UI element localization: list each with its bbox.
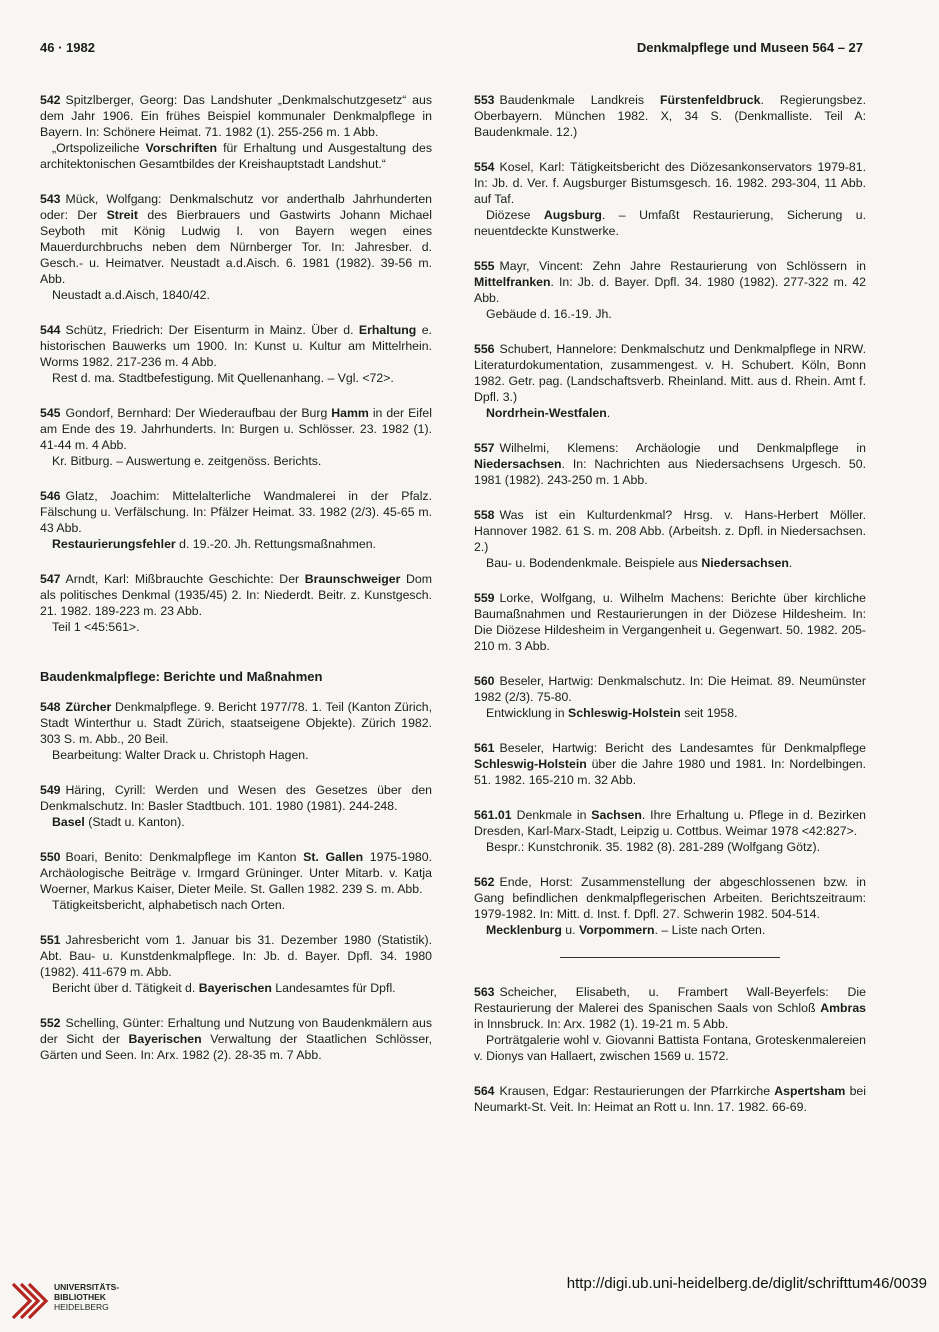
entry-number: 552 [40,1016,61,1030]
entry-citation [474,440,866,488]
text-segment: in Innsbruck. In: Arx. 1982 (1). 19-21 m. 5 Abb. [474,1017,729,1031]
entry-annotation [474,1032,866,1064]
entry-citation [474,507,866,555]
entry-annotation [474,306,866,322]
keyword: Ambras [820,1001,866,1015]
keyword: Niedersachsen [474,457,562,471]
bibliography-entry [474,341,866,421]
text-segment: Scheicher, Elisabeth, u. Frambert Wall-Beyerfels: Die Restaurierung der Malerei des Spanischen Saals von Schloß [474,985,866,1015]
text-segment: des Bierbrauers und Gastwirts Johann Michael Seyboth mit König Ludwig I. von Bayern wegen eines Mauerdurchbruchs neben dem Nürnberger Tor. In: Jahresber. d. Gesch.- u. Heimatver. Neustadt a.d.Aisch. 6. 1981 (1982). 39-56 m. Abb. [40,208,432,286]
entry-annotation [40,747,432,763]
entry-citation [40,405,432,453]
keyword: Augsburg [543,208,602,222]
bibliography-entry [474,1083,866,1115]
text-segment: für Erhaltung und Ausgestaltung des architektonischen Gesamtbildes der Kreishauptstadt Landshut.“ [40,141,432,171]
text-segment: . Regierungsbez. Oberbayern. München 1982. X, 34 S. (Denkmalliste. Teil A: Baudenkmale. 12.) [474,93,866,139]
entry-citation [474,1083,866,1115]
keyword: Erhaltung [358,323,417,337]
keyword: Vorschriften [145,141,218,155]
entry-annotation [40,287,432,303]
text-segment: Beseler, Hartwig: Denkmalschutz. In: Die Heimat. 89. Neumünster 1982 (2/3). 75-80. [474,674,866,704]
text-segment: . In: Jb. d. Bayer. Dpfl. 34. 1980 (1982). 277-322 m. 42 Abb. [474,275,866,305]
logo-line-2: BIBLIOTHEK [54,1292,106,1302]
bibliography-entry [474,440,866,488]
entry-citation [474,740,866,788]
text-segment: Dom als politisches Denkmal (1935/45) 2. In: Niederdt. Beitr. z. Kunstgesch. 21. 1982. 189-223 m. 23 Abb. [40,572,432,618]
bibliography-entry [474,874,866,938]
keyword: St. Gallen [303,850,364,864]
bibliography-entry [474,159,866,239]
entry-citation [474,590,866,654]
text-segment: Kosel, Karl: Tätigkeitsbericht des Diözesankonservators 1979-81. In: Jb. d. Ver. f. Augsburger Bistumsgesch. 16. 1982. 293-304, 11 Abb. auf Taf. [474,160,866,206]
text-segment: Glatz, Joachim: Mittelalterliche Wandmalerei in der Pfalz. Fälschung u. Verfälschung. In: Pfälzer Heimat. 33. 1982 (2/3). 45-65 m. 43 Abb. [40,489,432,535]
text-segment: Landesamtes für Dpfl. [271,981,396,995]
text-segment: „Ortspolizeiliche [52,141,146,155]
university-library-logo-icon [10,1278,50,1322]
entry-number: 559 [474,591,495,605]
keyword: Bayerischen [198,981,272,995]
bibliography-entry [40,699,432,763]
text-segment: Arndt, Karl: Mißbrauchte Geschichte: Der [65,572,305,586]
keyword: Vorpommern [578,923,655,937]
text-segment: Krausen, Edgar: Restaurierungen der Pfarrkirche [499,1084,775,1098]
entry-annotation [474,405,866,421]
text-segment: Was ist ein Kulturdenkmal? Hrsg. v. Hans-Herbert Möller. Hannover 1982. 61 S. m. 208 Abb. (Arbeitsh. z. Dpfl. in Niedersachsen. 2.) [474,508,866,554]
right-column [474,92,866,1134]
running-title: Denkmalpflege und Museen 564 – 27 [636,40,863,55]
text-segment: Verwaltung der Staatlichen Schlösser, Gärten und Seen. In: Arx. 1982 (2). 28-35 m. 7 Abb. [40,1032,432,1062]
entry-annotation [474,839,866,855]
entry-number: 554 [474,160,495,174]
text-segment: e. historischen Bauwerks um 1900. In: Kunst u. Kultur am Mittelrhein. Worms 1982. 217-236 m. 4 Abb. [40,323,432,369]
entry-annotation [40,140,432,172]
keyword: Hamm [331,406,369,420]
entry-annotation [40,453,432,469]
text-segment: Porträtgalerie wohl v. Giovanni Battista Fontana, Groteskenmalereien v. Dionys van Hallaert, zwischen 1569 u. 1572. [474,1033,866,1063]
footer [0,1270,939,1332]
text-segment: . [606,406,611,420]
entry-annotation [474,555,866,571]
text-segment: Häring, Cyrill: Werden und Wesen des Gesetzes über den Denkmalschutz. In: Basler Stadtbuch. 101. 1980 (1981). 244-248. [40,783,432,813]
text-segment: Bespr.: Kunstchronik. 35. 1982 (8). 281-289 (Wolfgang Götz). [486,840,821,854]
text-segment: Baudenkmale Landkreis [499,93,661,107]
bibliography-entry [40,488,432,552]
keyword: Aspertsham [774,1084,846,1098]
text-segment: Ende, Horst: Zusammenstellung der abgeschlossenen bzw. in Gang befindlichen denkmalpflegerischen Arbeiten. Berichtszeitraum: 1979-1982. In: Mitt. d. Inst. f. Dpfl. 27. Schwerin 1982. 504-514. [474,875,866,921]
text-segment: u. [561,923,579,937]
keyword: Sachsen [591,808,642,822]
text-segment: Schubert, Hannelore: Denkmalschutz und Denkmalpflege in NRW. Literaturdokumentation, zusammengest. v. H. Schubert. Köln, Bonn 1982. Getr. pag. (Landschaftsverb. Rheinland. Mitt. aus d. Rhein. Amt f. Dpfl. 3.) [474,342,866,404]
text-segment: d. 19.-20. Jh. Rettungsmaßnahmen. [175,537,376,551]
bibliography-entry [40,322,432,386]
text-segment: Bearbeitung: Walter Drack u. Christoph Hagen. [52,748,309,762]
entry-citation [40,488,432,536]
bibliography-entry [474,590,866,654]
entry-number: 564 [474,1084,495,1098]
entry-citation [40,849,432,897]
entry-number: 558 [474,508,495,522]
entry-number: 563 [474,985,495,999]
entry-annotation [40,619,432,635]
text-segment: Bau- u. Bodendenkmale. Beispiele aus [486,556,702,570]
text-segment: Gebäude d. 16.-19. Jh. [486,307,612,321]
entry-citation [40,1015,432,1063]
keyword: Restaurierungsfehler [52,537,176,551]
text-segment: (Stadt u. Kanton). [84,815,185,829]
text-segment: seit 1958. [680,706,738,720]
entry-number: 561.01 [474,808,512,822]
bibliography-entry [40,571,432,635]
entry-number: 550 [40,850,61,864]
keyword: Streit [106,208,138,222]
entry-number: 557 [474,441,495,455]
entry-annotation [474,922,866,938]
bibliography-entry [474,807,866,855]
text-segment: Beseler, Hartwig: Bericht des Landesamtes für Denkmalpflege [499,741,866,755]
entry-number: 551 [40,933,61,947]
bibliography-entry [40,1015,432,1063]
text-segment: . – Liste nach Orten. [654,923,766,937]
bibliography-entry [474,92,866,140]
divider [560,957,780,958]
entry-number: 553 [474,93,495,107]
text-segment: Denkmalpflege. 9. Bericht 1977/78. 1. Teil (Kanton Zürich, Stadt Winterthur u. Stadt Zürich, staatseigene Objekte). Zürich 1982. 303 S. m. Abb., 20 Beil. [40,700,432,746]
entry-citation [474,673,866,705]
text-segment: Rest d. ma. Stadtbefestigung. Mit Quellenanhang. – Vgl. <72>. [52,371,394,385]
entry-annotation [474,705,866,721]
text-segment: Tätigkeitsbericht, alphabetisch nach Orten. [52,898,286,912]
bibliography-entry [40,92,432,172]
entry-citation [474,258,866,306]
text-segment: . [788,556,793,570]
logo-line-3: HEIDELBERG [54,1302,109,1312]
bibliography-entry [40,849,432,913]
entry-citation [474,159,866,207]
keyword: Schleswig-Holstein [568,706,681,720]
entry-number: 562 [474,875,495,889]
entry-annotation [40,897,432,913]
entry-number: 555 [474,259,495,273]
text-segment: Mayr, Vincent: Zehn Jahre Restaurierung von Schlössern in [499,259,866,273]
text-segment: über die Jahre 1980 und 1981. In: Nordelbingen. 51. 1982. 165-210 m. 32 Abb. [474,757,866,787]
entry-citation [474,874,866,922]
text-segment: Jahresbericht vom 1. Januar bis 31. Dezember 1980 (Statistik). Abt. Bau- u. Kunstdenkmalpflege. In: Jb. d. Bayer. Dpfl. 34. 1980 (1982). 411-679 m. Abb. [40,933,432,979]
entry-number: 561 [474,741,495,755]
text-segment: . Ihre Erhaltung u. Pflege in d. Bezirken Dresden, Karl-Marx-Stadt, Leipzig u. Cottbus. Weimar 1978 <42:827>. [474,808,867,838]
entry-citation [474,807,866,839]
page-header [40,40,863,58]
text-segment: bei Neumarkt-St. Veit. In: Heimat an Rott u. Inn. 17. 1982. 66-69. [474,1084,867,1114]
text-segment: Bericht über d. Tätigkeit d. [52,981,199,995]
keyword: Bayerischen [128,1032,202,1046]
keyword: Fürstenfeldbruck [660,93,761,107]
entry-citation [40,932,432,980]
bibliography-entry [40,191,432,303]
entry-number: 544 [40,323,61,337]
text-segment: Boari, Benito: Denkmalpflege im Kanton [65,850,304,864]
text-segment: Neustadt a.d.Aisch, 1840/42. [52,288,210,302]
entry-number: 560 [474,674,495,688]
entry-annotation [40,814,432,830]
entry-number: 547 [40,572,61,586]
entry-citation [40,92,432,140]
entry-annotation [40,980,432,996]
entry-citation [40,191,432,287]
text-segment: Diözese [486,208,544,222]
text-segment: Spitzlberger, Georg: Das Landshuter „Denkmalschutzgesetz“ aus dem Jahr 1906. Ein frühes Beispiel kommunaler Denkmalpflege in Bayern. In: Schönere Heimat. 71. 1982 (1). 255-256 m. 1 Abb. [40,93,432,139]
keyword: Braunschweiger [304,572,401,586]
text-segment: 1975-1980. Archäologische Beiträge v. Irmgard Grüninger. Unter Mitarb. v. Katja Woerner, Markus Kaiser, Dieter Meile. St. Gallen 1982. 239 S. m. Abb. [40,850,432,896]
keyword: Zürcher [65,700,112,714]
text-segment: Teil 1 <45:561>. [52,620,140,634]
entry-citation [40,699,432,747]
keyword: Schleswig-Holstein [474,757,587,771]
bibliography-entry [474,258,866,322]
entry-number: 545 [40,406,61,420]
entry-number: 546 [40,489,61,503]
text-segment: Gondorf, Bernhard: Der Wiederaufbau der Burg [65,406,332,420]
bibliography-entry [474,740,866,788]
text-segment: Kr. Bitburg. – Auswertung e. zeitgenöss. Berichts. [52,454,322,468]
entry-citation [40,571,432,619]
entry-annotation [474,207,866,239]
bibliography-entry [40,405,432,469]
entry-citation [474,341,866,405]
entry-citation [40,782,432,814]
entry-number: 548 [40,700,61,714]
text-segment: Wilhelmi, Klemens: Archäologie und Denkmalpflege in [499,441,866,455]
keyword: Mittelfranken [474,275,551,289]
left-column [40,92,432,1082]
text-segment: . – Umfaßt Restaurierung, Sicherung u. neuentdeckte Kunstwerke. [474,208,866,238]
bibliography-entry [40,932,432,996]
keyword: Nordrhein-Westfalen [486,406,607,420]
bibliography-entry [474,984,866,1064]
entry-number: 542 [40,93,61,107]
logo-line-1: UNIVERSITÄTS- [54,1282,120,1292]
text-segment: Denkmale in [516,808,592,822]
text-segment: . In: Nachrichten aus Niedersachsens Urgesch. 50. 1981 (1982). 243-250 m. 1 Abb. [474,457,866,487]
entry-citation [40,322,432,370]
keyword: Mecklenburg [486,923,562,937]
entry-citation [474,984,866,1032]
source-url-link[interactable]: http://digi.ub.uni-heidelberg.de/diglit/schrifttum46/0039 [566,1275,927,1292]
text-segment: Mück, Wolfgang: Denkmalschutz vor anderthalb Jahrhunderten oder: Der [40,192,432,222]
entry-number: 543 [40,192,61,206]
bibliography-entry [474,507,866,571]
keyword: Basel [52,815,85,829]
text-segment: Schelling, Günter: Erhaltung und Nutzung von Baudenkmälern aus der Sicht der [40,1016,432,1046]
entry-annotation [40,370,432,386]
text-segment: Entwicklung in [486,706,569,720]
keyword: Niedersachsen [701,556,789,570]
entry-annotation [40,536,432,552]
library-name [54,1282,119,1312]
bibliography-entry [474,673,866,721]
entry-number: 556 [474,342,495,356]
entry-citation [474,92,866,140]
text-segment: in der Eifel am Ende des 19. Jahrhunderts. In: Burgen u. Schlösser. 23. 1982 (1). 41-44 m. 4 Abb. [40,406,432,452]
text-segment: Schütz, Friedrich: Der Eisenturm in Mainz. Über d. [65,323,359,337]
bibliography-entry [40,782,432,830]
section-heading: Baudenkmalpflege: Berichte und Maßnahmen [40,669,323,684]
entry-number: 549 [40,783,61,797]
page-number-year: 46 · 1982 [40,40,95,55]
text-segment: Lorke, Wolfgang, u. Wilhelm Machens: Berichte über kirchliche Baumaßnahmen und Restaurierungen in der Diözese Hildesheim. In: Die Diözese Hildesheim in Vergangenheit u. Gegenwart. 50. 1982. 205-210 m. 3 Abb. [474,591,866,653]
